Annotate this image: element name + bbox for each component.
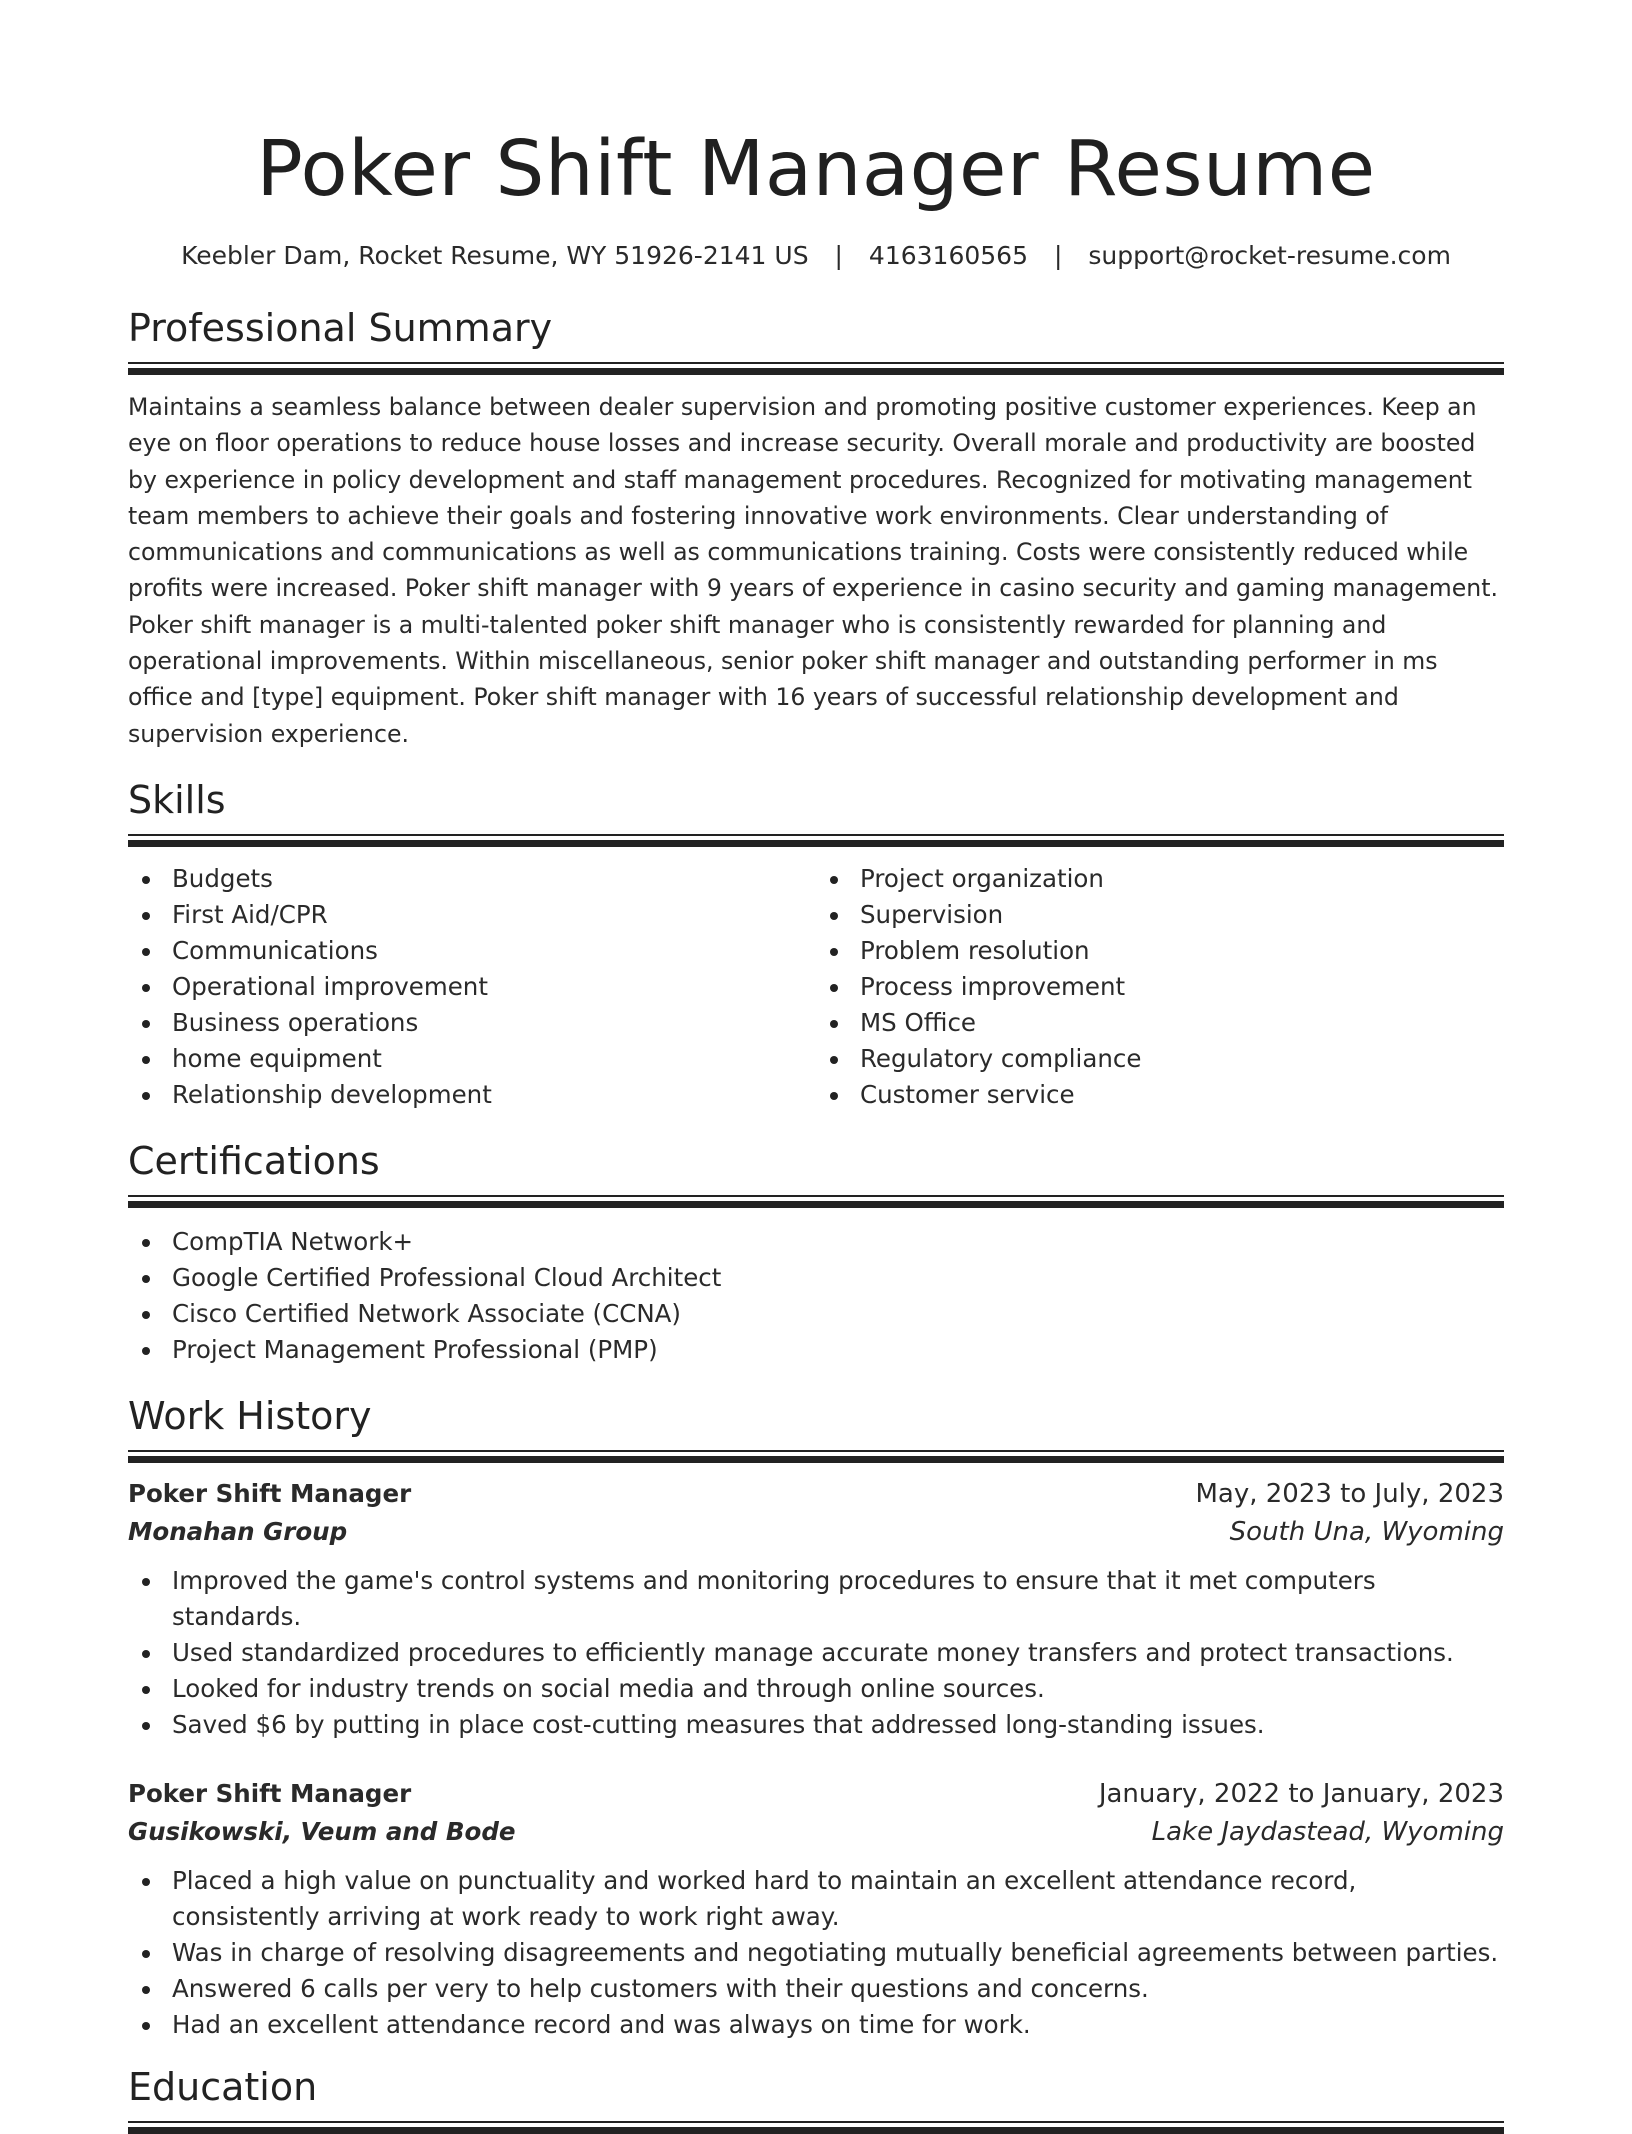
- skill-item: Business operations: [128, 1005, 816, 1041]
- contact-line: [128, 238, 1504, 274]
- skill-item: Process improvement: [816, 969, 1504, 1005]
- job-company: Monahan Group: [128, 1516, 348, 1546]
- job-subheader-row: [128, 1513, 1504, 1551]
- job-title: Poker Shift Manager: [128, 1778, 412, 1808]
- job-location: Lake Jaydastead, Wyoming: [1151, 1816, 1504, 1847]
- job-bullet: Was in charge of resolving disagreements and negotiating mutually beneficial agreements between parties.: [128, 1935, 1504, 1971]
- skills-columns: [128, 861, 1504, 1113]
- job-bullet: Used standardized procedures to efficiently manage accurate money transfers and protect transactions.: [128, 1635, 1504, 1671]
- skill-item: Regulatory compliance: [816, 1041, 1504, 1077]
- job-bullet: Had an excellent attendance record and was always on time for work.: [128, 2007, 1504, 2043]
- certification-item: Google Certified Professional Cloud Architect: [128, 1260, 1504, 1296]
- certifications-section: [128, 1135, 1504, 1368]
- skill-item: Project organization: [816, 861, 1504, 897]
- skills-list-right: [816, 861, 1504, 1113]
- skill-item: Budgets: [128, 861, 816, 897]
- section-heading-skills: Skills: [128, 777, 226, 822]
- section-heading-summary: Professional Summary: [128, 306, 553, 350]
- summary-text: Maintains a seamless balance between dealer supervision and promoting positive customer experiences. Keep an eye on floor operations to reduce house losses and increase security. Overall morale and productivity are boosted by experience in policy development and staff management procedures. Recognized for motivating management team members to achieve their goals and fostering innovative work environments. Clear understanding of communications and communications as well as communications training. Costs were consistently reduced while profits were increased. Poker shift manager with 9 years of experience in casino security and gaming management. Poker shift manager is a multi-talented poker shift manager who is consistently rewarded for planning and operational improvements. Within miscellaneous, senior poker shift manager and outstanding performer in ms office and [type] equipment. Poker shift manager with 16 years of successful relationship development and supervision experience.: [128, 393, 1498, 748]
- job-bullets: [128, 1563, 1504, 1743]
- section-heading-work-history: Work History: [128, 1393, 372, 1438]
- skill-item: Customer service: [816, 1077, 1504, 1113]
- skill-item: Communications: [128, 933, 816, 969]
- section-divider: [128, 2121, 1504, 2134]
- certification-item: Cisco Certified Network Associate (CCNA): [128, 1296, 1504, 1332]
- education-section: [128, 2061, 1504, 2134]
- summary-section: [128, 302, 1504, 752]
- job-bullet: Looked for industry trends on social media and through online sources.: [128, 1671, 1504, 1707]
- contact-separator: |: [1053, 241, 1063, 270]
- job-header-row: [128, 1775, 1504, 1813]
- skills-list-left: [128, 861, 816, 1113]
- contact-phone: 4163160565: [868, 241, 1028, 270]
- certifications-list: [128, 1224, 1504, 1368]
- skill-item: home equipment: [128, 1041, 816, 1077]
- job-subheader-row: [128, 1813, 1504, 1851]
- skill-item: Problem resolution: [816, 933, 1504, 969]
- job-bullets: [128, 1863, 1504, 2043]
- job-bullet: Saved $6 by putting in place cost-cutting measures that addressed long-standing issues.: [128, 1707, 1504, 1743]
- skill-item: First Aid/CPR: [128, 897, 816, 933]
- job-entry: [128, 1475, 1504, 1743]
- skill-item: Relationship development: [128, 1077, 816, 1113]
- contact-address: Keebler Dam, Rocket Resume, WY 51926-2141 US: [181, 241, 809, 270]
- section-heading-education: Education: [128, 2064, 318, 2109]
- skills-section: [128, 774, 1504, 1113]
- section-divider: [128, 834, 1504, 847]
- job-dates: January, 2022 to January, 2023: [1098, 1778, 1504, 1809]
- contact-email: support@rocket-resume.com: [1088, 241, 1451, 270]
- certification-item: CompTIA Network+: [128, 1224, 1504, 1260]
- job-header-row: [128, 1475, 1504, 1513]
- skill-item: MS Office: [816, 1005, 1504, 1041]
- job-location: South Una, Wyoming: [1229, 1516, 1504, 1547]
- job-dates: May, 2023 to July, 2023: [1195, 1478, 1504, 1509]
- section-divider: [128, 362, 1504, 375]
- job-bullet: Improved the game's control systems and monitoring procedures to ensure that it met computers standards.: [128, 1563, 1504, 1635]
- section-divider: [128, 1450, 1504, 1463]
- job-entry: [128, 1775, 1504, 2043]
- skill-item: Supervision: [816, 897, 1504, 933]
- job-company: Gusikowski, Veum and Bode: [128, 1816, 516, 1846]
- job-title: Poker Shift Manager: [128, 1478, 412, 1508]
- work-history-section: [128, 1390, 1504, 2043]
- resume-title: Poker Shift Manager Resume: [256, 125, 1376, 214]
- section-heading-certifications: Certifications: [128, 1138, 380, 1183]
- skill-item: Operational improvement: [128, 969, 816, 1005]
- job-bullet: Placed a high value on punctuality and worked hard to maintain an excellent attendance record, consistently arriving at work ready to work right away.: [128, 1863, 1504, 1935]
- certification-item: Project Management Professional (PMP): [128, 1332, 1504, 1368]
- job-bullet: Answered 6 calls per very to help customers with their questions and concerns.: [128, 1971, 1504, 2007]
- section-divider: [128, 1195, 1504, 1208]
- contact-separator: |: [834, 241, 843, 270]
